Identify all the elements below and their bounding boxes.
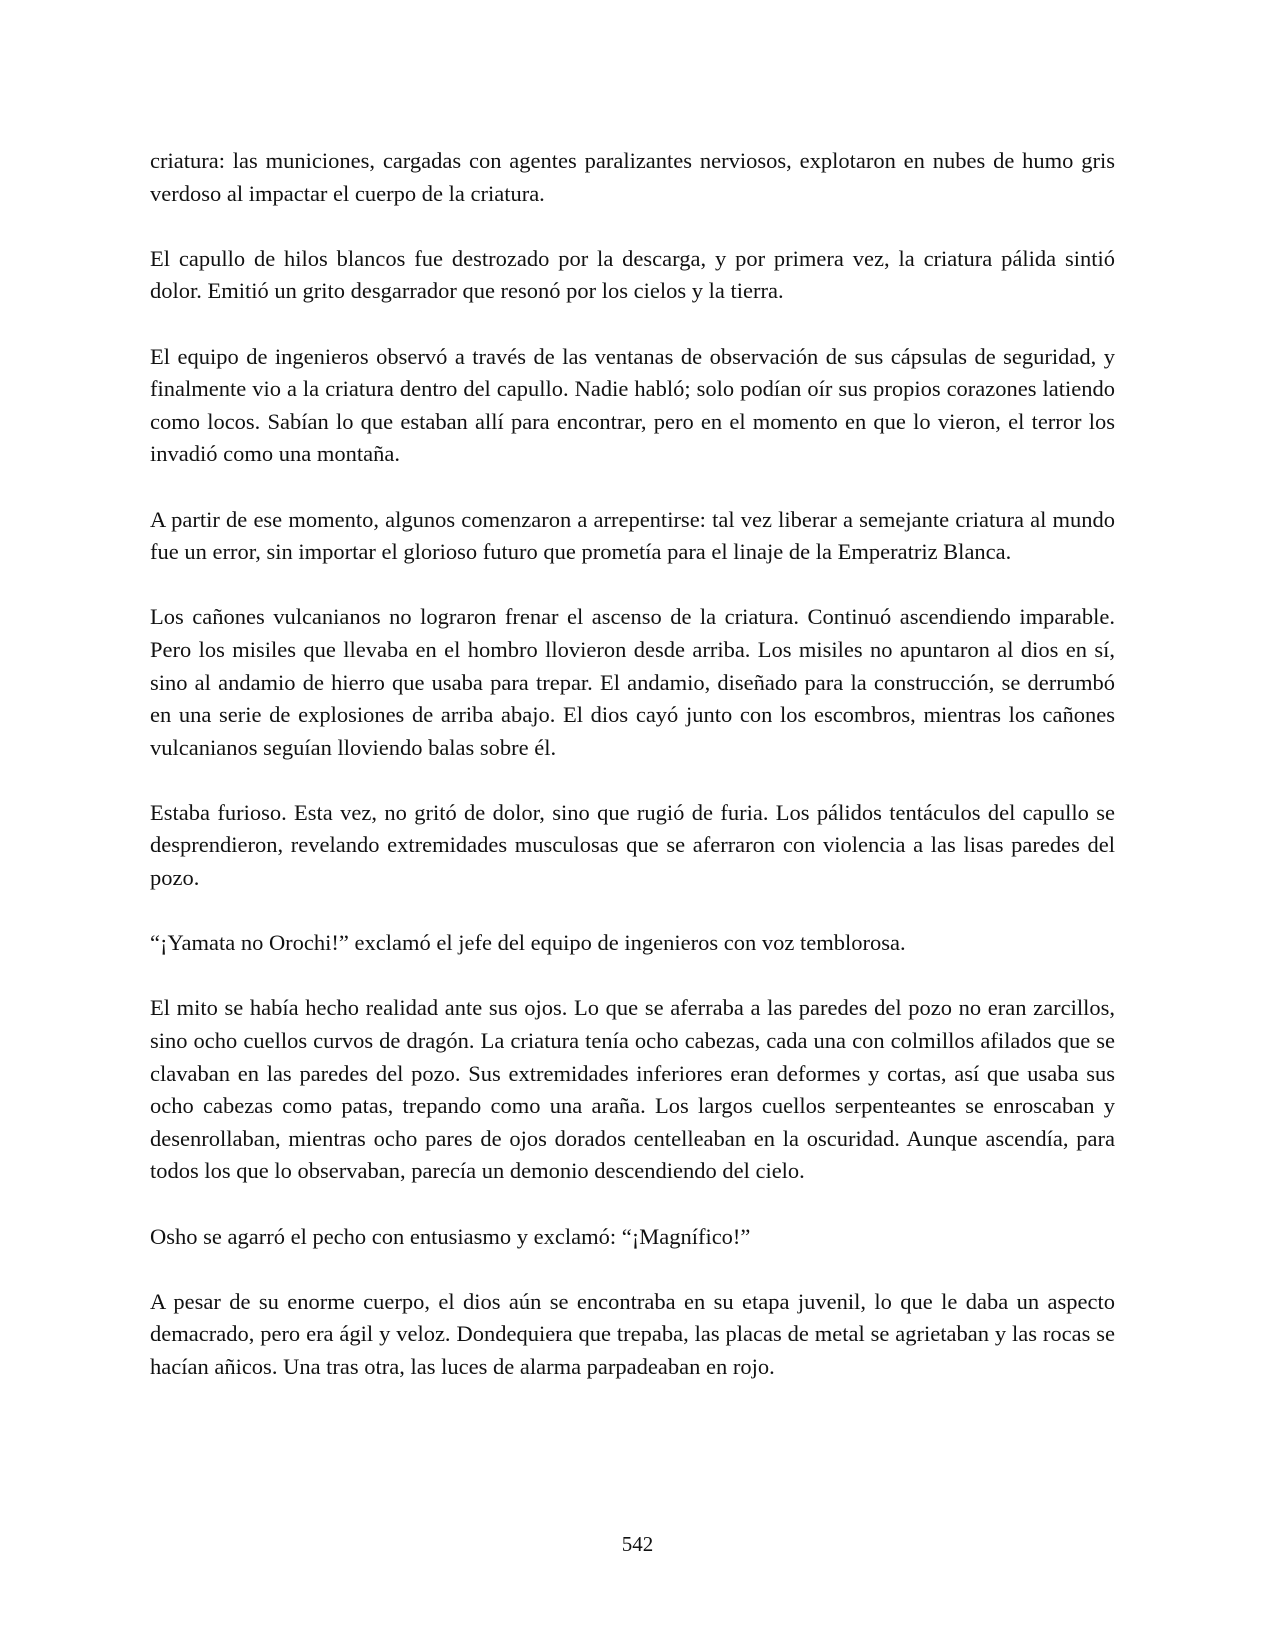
page-number: 542 xyxy=(621,1532,654,1556)
paragraph: criatura: las municiones, cargadas con agentes paralizantes nerviosos, explotaron en nubes de humo gris verdoso al impactar el cuerpo de la criatura. xyxy=(150,148,1115,206)
paragraph: Los cañones vulcanianos no lograron frenar el ascenso de la criatura. Continuó ascendiendo imparable. Pero los misiles que llevaba en el hombro llovieron desde arriba. Los misiles no apuntaron al dios en sí, sino al andamio de hierro que usaba para trepar. El andamio, diseñado para la construcción, se derrumbó en una serie de explosiones de arriba abajo. El dios cayó junto con los escombros, mientras los cañones vulcanianos seguían lloviendo balas sobre él. xyxy=(150,604,1115,760)
page-body xyxy=(150,145,1115,1384)
paragraph: Osho se agarró el pecho con entusiasmo y exclamó: “¡Magnífico!” xyxy=(150,1223,751,1249)
paragraph: “¡Yamata no Orochi!” exclamó el jefe del equipo de ingenieros con voz temblorosa. xyxy=(150,930,906,956)
paragraph: Estaba furioso. Esta vez, no gritó de dolor, sino que rugió de furia. Los pálidos tentáculos del capullo se desprendieron, revelando extremidades musculosas que se aferraron con violencia a las lisas paredes del pozo. xyxy=(150,799,1115,891)
paragraph: El capullo de hilos blancos fue destrozado por la descarga, y por primera vez, la criatura pálida sintió dolor. Emitió un grito desgarrador que resonó por los cielos y la tierra. xyxy=(150,245,1115,304)
paragraph: A partir de ese momento, algunos comenzaron a arrepentirse: tal vez liberar a semejante criatura al mundo fue un error, sin importar el glorioso futuro que prometía para el linaje de la Emperatriz Blanca. xyxy=(150,506,1115,565)
paragraph: A pesar de su enorme cuerpo, el dios aún se encontraba en su etapa juvenil, lo que le daba un aspecto demacrado, pero era ágil y veloz. Dondequiera que trepaba, las placas de metal se agrietaban y las rocas se hacían añicos. Una tras otra, las luces de alarma parpadeaban en rojo. xyxy=(150,1288,1115,1379)
paragraph: El mito se había hecho realidad ante sus ojos. Lo que se aferraba a las paredes del pozo no eran zarcillos, sino ocho cuellos curvos de dragón. La criatura tenía ocho cabezas, cada una con colmillos afilados que se clavaban en las paredes del pozo. Sus extremidades inferiores eran deformes y cortas, así que usaba sus ocho cabezas como patas, trepando como una araña. Los largos cuellos serpenteantes se enroscaban y desenrollaban, mientras ocho pares de ojos dorados centelleaban en la oscuridad. Aunque ascendía, para todos los que lo observaban, parecía un demonio descendiendo del cielo. xyxy=(150,995,1115,1184)
paragraph: El equipo de ingenieros observó a través de las ventanas de observación de sus cápsulas de seguridad, y finalmente vio a la criatura dentro del capullo. Nadie habló; solo podían oír sus propios corazones latiendo como locos. Sabían lo que estaban allí para encontrar, pero en el momento en que lo vieron, el terror los invadió como una montaña. xyxy=(150,343,1115,467)
